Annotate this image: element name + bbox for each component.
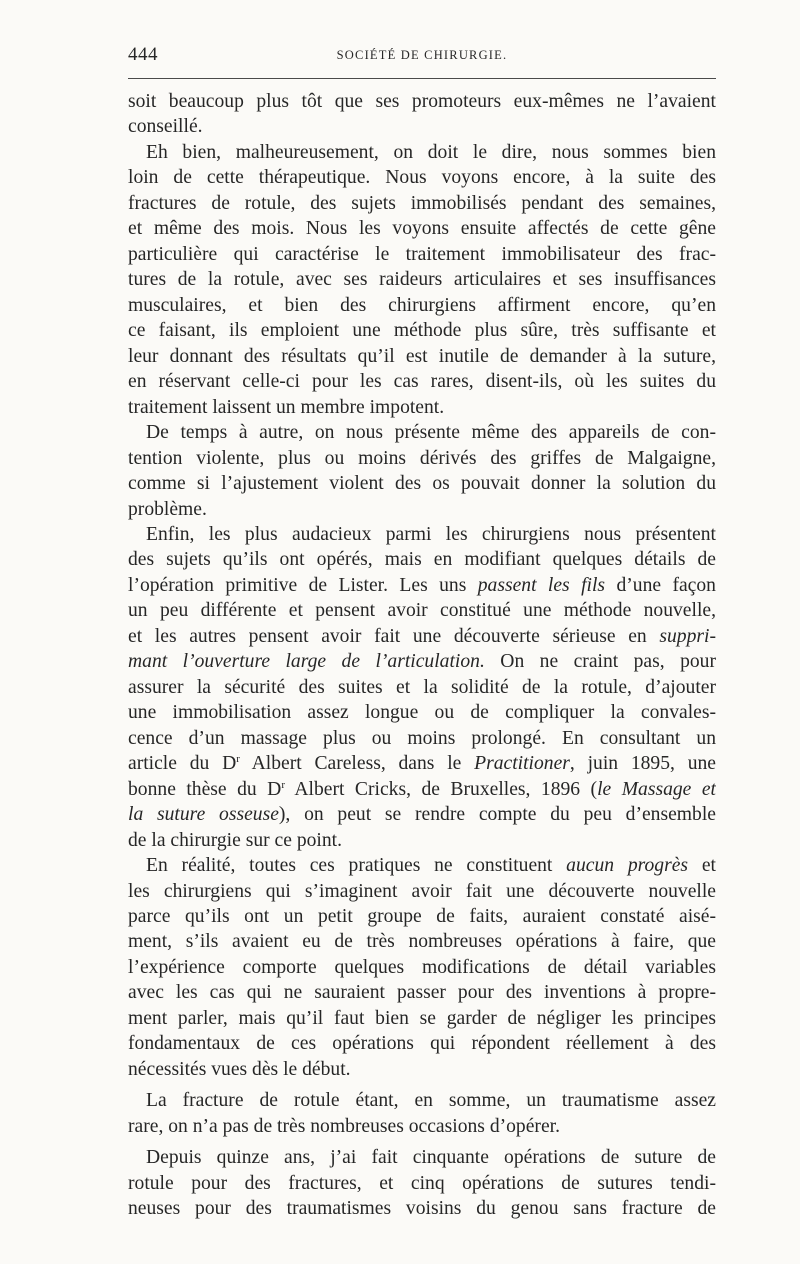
text-line <box>128 267 716 292</box>
text-line <box>128 1171 716 1196</box>
text-line <box>128 497 716 522</box>
text-line <box>128 624 716 649</box>
text-line <box>128 547 716 572</box>
text-line <box>128 140 716 165</box>
text-line <box>128 471 716 496</box>
text-segment: fondamentaux de ces opérations qui répondent réellement à des <box>128 1033 716 1055</box>
text-segment: La fracture de rotule étant, en somme, un traumatisme assez <box>146 1090 716 1112</box>
text-line <box>128 89 716 114</box>
text-line <box>128 598 716 623</box>
text-segment: avec les cas qui ne sauraient passer pour des inventions à propre- <box>128 982 716 1004</box>
text-segment: conseillé. <box>128 116 203 138</box>
text-line <box>128 344 716 369</box>
text-segment: bonne thèse du D <box>128 778 282 800</box>
text-line <box>128 242 716 267</box>
text-segment: Albert Cricks, de Bruxelles, 1896 ( <box>285 778 598 800</box>
text-segment: particulière qui caractérise le traitement immobilisateur des frac- <box>128 243 716 265</box>
text-segment: Eh bien, malheureusement, on doit le dire, nous sommes bien <box>146 141 716 163</box>
italic-text: Practitioner <box>474 753 570 775</box>
running-title: SOCIÉTÉ DE CHIRURGIE. <box>336 48 508 62</box>
header-rule <box>128 78 716 79</box>
text-segment: et même des mois. Nous les voyons ensuite affectés de cette gêne <box>128 218 716 240</box>
text-segment: un peu différente et pensent avoir constitué une méthode nouvelle, <box>128 600 716 622</box>
italic-text: mant l’ouverture large de l’articulation. <box>128 651 485 673</box>
text-segment: l’opération primitive de Lister. Les uns <box>128 574 478 596</box>
text-line <box>128 293 716 318</box>
text-segment: nécessités vues dès le début. <box>128 1058 351 1080</box>
text-line <box>128 828 716 853</box>
text-line <box>128 573 716 598</box>
text-segment: traitement laissent un membre impotent. <box>128 396 445 418</box>
text-segment: et les autres pensent avoir fait une découverte sérieuse en <box>128 625 660 647</box>
text-line <box>128 726 716 751</box>
text-segment: De temps à autre, on nous présente même des appareils de con- <box>146 422 716 444</box>
text-segment: musculaires, et bien des chirurgiens affirment encore, qu’en <box>128 294 716 316</box>
italic-text: suppri- <box>659 625 716 647</box>
text-line <box>128 955 716 980</box>
text-segment: cence d’un massage plus ou moins prolongé. En consultant un <box>128 727 716 749</box>
text-segment: ment parler, mais qu’il faut bien se garder de négliger les principes <box>128 1007 716 1029</box>
text-line <box>128 191 716 216</box>
text-segment: d’une façon <box>605 574 716 596</box>
text-segment: tention violente, plus ou moins dérivés des griffes de Malgaigne, <box>128 447 716 469</box>
text-line <box>128 114 716 139</box>
text-segment: l’expérience comporte quelques modifications de détail variables <box>128 956 716 978</box>
text-line <box>128 980 716 1005</box>
text-segment: soit beaucoup plus tôt que ses promoteurs eux-mêmes ne l’avaient <box>128 91 716 112</box>
text-segment: comme si l’ajustement violent des os pouvait donner la solution du <box>128 473 716 495</box>
text-segment: neuses pour des traumatismes voisins du genou sans fracture de <box>128 1198 716 1220</box>
text-line <box>128 395 716 420</box>
italic-text: la suture osseuse <box>128 804 279 826</box>
text-segment: Albert Careless, dans le <box>239 753 475 775</box>
text-line <box>128 649 716 674</box>
text-line <box>128 1145 716 1170</box>
italic-text: passent les fils <box>477 574 606 596</box>
text-segment: ment, s’ils avaient eu de très nombreuses opérations à faire, que <box>128 931 716 953</box>
text-segment: assurer la sécurité des suites et la solidité de la rotule, d’ajouter <box>128 676 716 698</box>
text-segment: rotule pour des fractures, et cinq opérations de sutures tendi- <box>128 1172 716 1194</box>
text-line <box>128 879 716 904</box>
text-line <box>128 446 716 471</box>
text-line <box>128 802 716 827</box>
text-line <box>128 1088 716 1113</box>
text-segment: ), on peut se rendre compte du peu d’ensemble <box>278 804 716 826</box>
text-line <box>128 675 716 700</box>
text-line <box>128 1031 716 1056</box>
text-line <box>128 1196 716 1221</box>
text-segment: des sujets qu’ils ont opérés, mais en modifiant quelques détails de <box>128 549 716 571</box>
superscript-text: r <box>281 778 285 791</box>
text-line <box>128 700 716 725</box>
superscript-text: r <box>236 753 240 766</box>
text-line <box>128 1057 716 1082</box>
text-line <box>128 522 716 547</box>
text-segment: et <box>688 855 716 877</box>
text-segment: leur donnant des résultats qu’il est inutile de demander à la suture, <box>128 345 716 367</box>
text-segment: Depuis quinze ans, j’ai fait cinquante opérations de suture de <box>146 1147 716 1169</box>
text-line <box>128 929 716 954</box>
text-line <box>128 751 716 776</box>
text-segment: On ne craint pas, pour <box>484 651 716 673</box>
text-segment: article du D <box>128 753 237 775</box>
text-segment: ce faisant, ils emploient une méthode plus sûre, très suffisante et <box>128 320 716 342</box>
text-segment: tures de la rotule, avec ses raideurs articulaires et ses insuffisances <box>128 269 716 291</box>
text-segment: parce qu’ils ont un petit groupe de faits, auraient constaté aisé- <box>128 906 716 927</box>
text-line <box>128 904 716 929</box>
text-line <box>128 369 716 394</box>
text-line <box>128 1006 716 1031</box>
page-header <box>128 44 716 66</box>
text-segment: En réalité, toutes ces pratiques ne constituent <box>146 855 567 877</box>
text-line <box>128 1114 716 1139</box>
page-number: 444 <box>128 44 158 65</box>
text-line <box>128 777 716 802</box>
text-segment: rare, on n’a pas de très nombreuses occasions d’opérer. <box>128 1115 560 1137</box>
body-text <box>128 89 716 1222</box>
text-line <box>128 165 716 190</box>
text-segment: en réservant celle-ci pour les cas rares, disent-ils, où les suites du <box>128 371 716 393</box>
text-line <box>128 420 716 445</box>
text-line <box>128 853 716 878</box>
text-segment: de la chirurgie sur ce point. <box>128 829 343 851</box>
text-segment: fractures de rotule, des sujets immobilisés pendant des semaines, <box>128 192 716 214</box>
text-line <box>128 216 716 241</box>
text-segment: loin de cette thérapeutique. Nous voyons encore, à la suite des <box>128 167 716 189</box>
italic-text: aucun progrès <box>566 855 689 877</box>
text-line <box>128 318 716 343</box>
text-segment: Enfin, les plus audacieux parmi les chirurgiens nous présentent <box>146 523 716 545</box>
italic-text: le Massage et <box>597 778 716 800</box>
text-segment: les chirurgiens qui s’imaginent avoir fait une découverte nouvelle <box>128 880 716 902</box>
text-segment: , juin 1895, une <box>569 753 716 775</box>
text-segment: une immobilisation assez longue ou de compliquer la convales- <box>128 702 716 724</box>
text-segment: problème. <box>128 498 207 520</box>
